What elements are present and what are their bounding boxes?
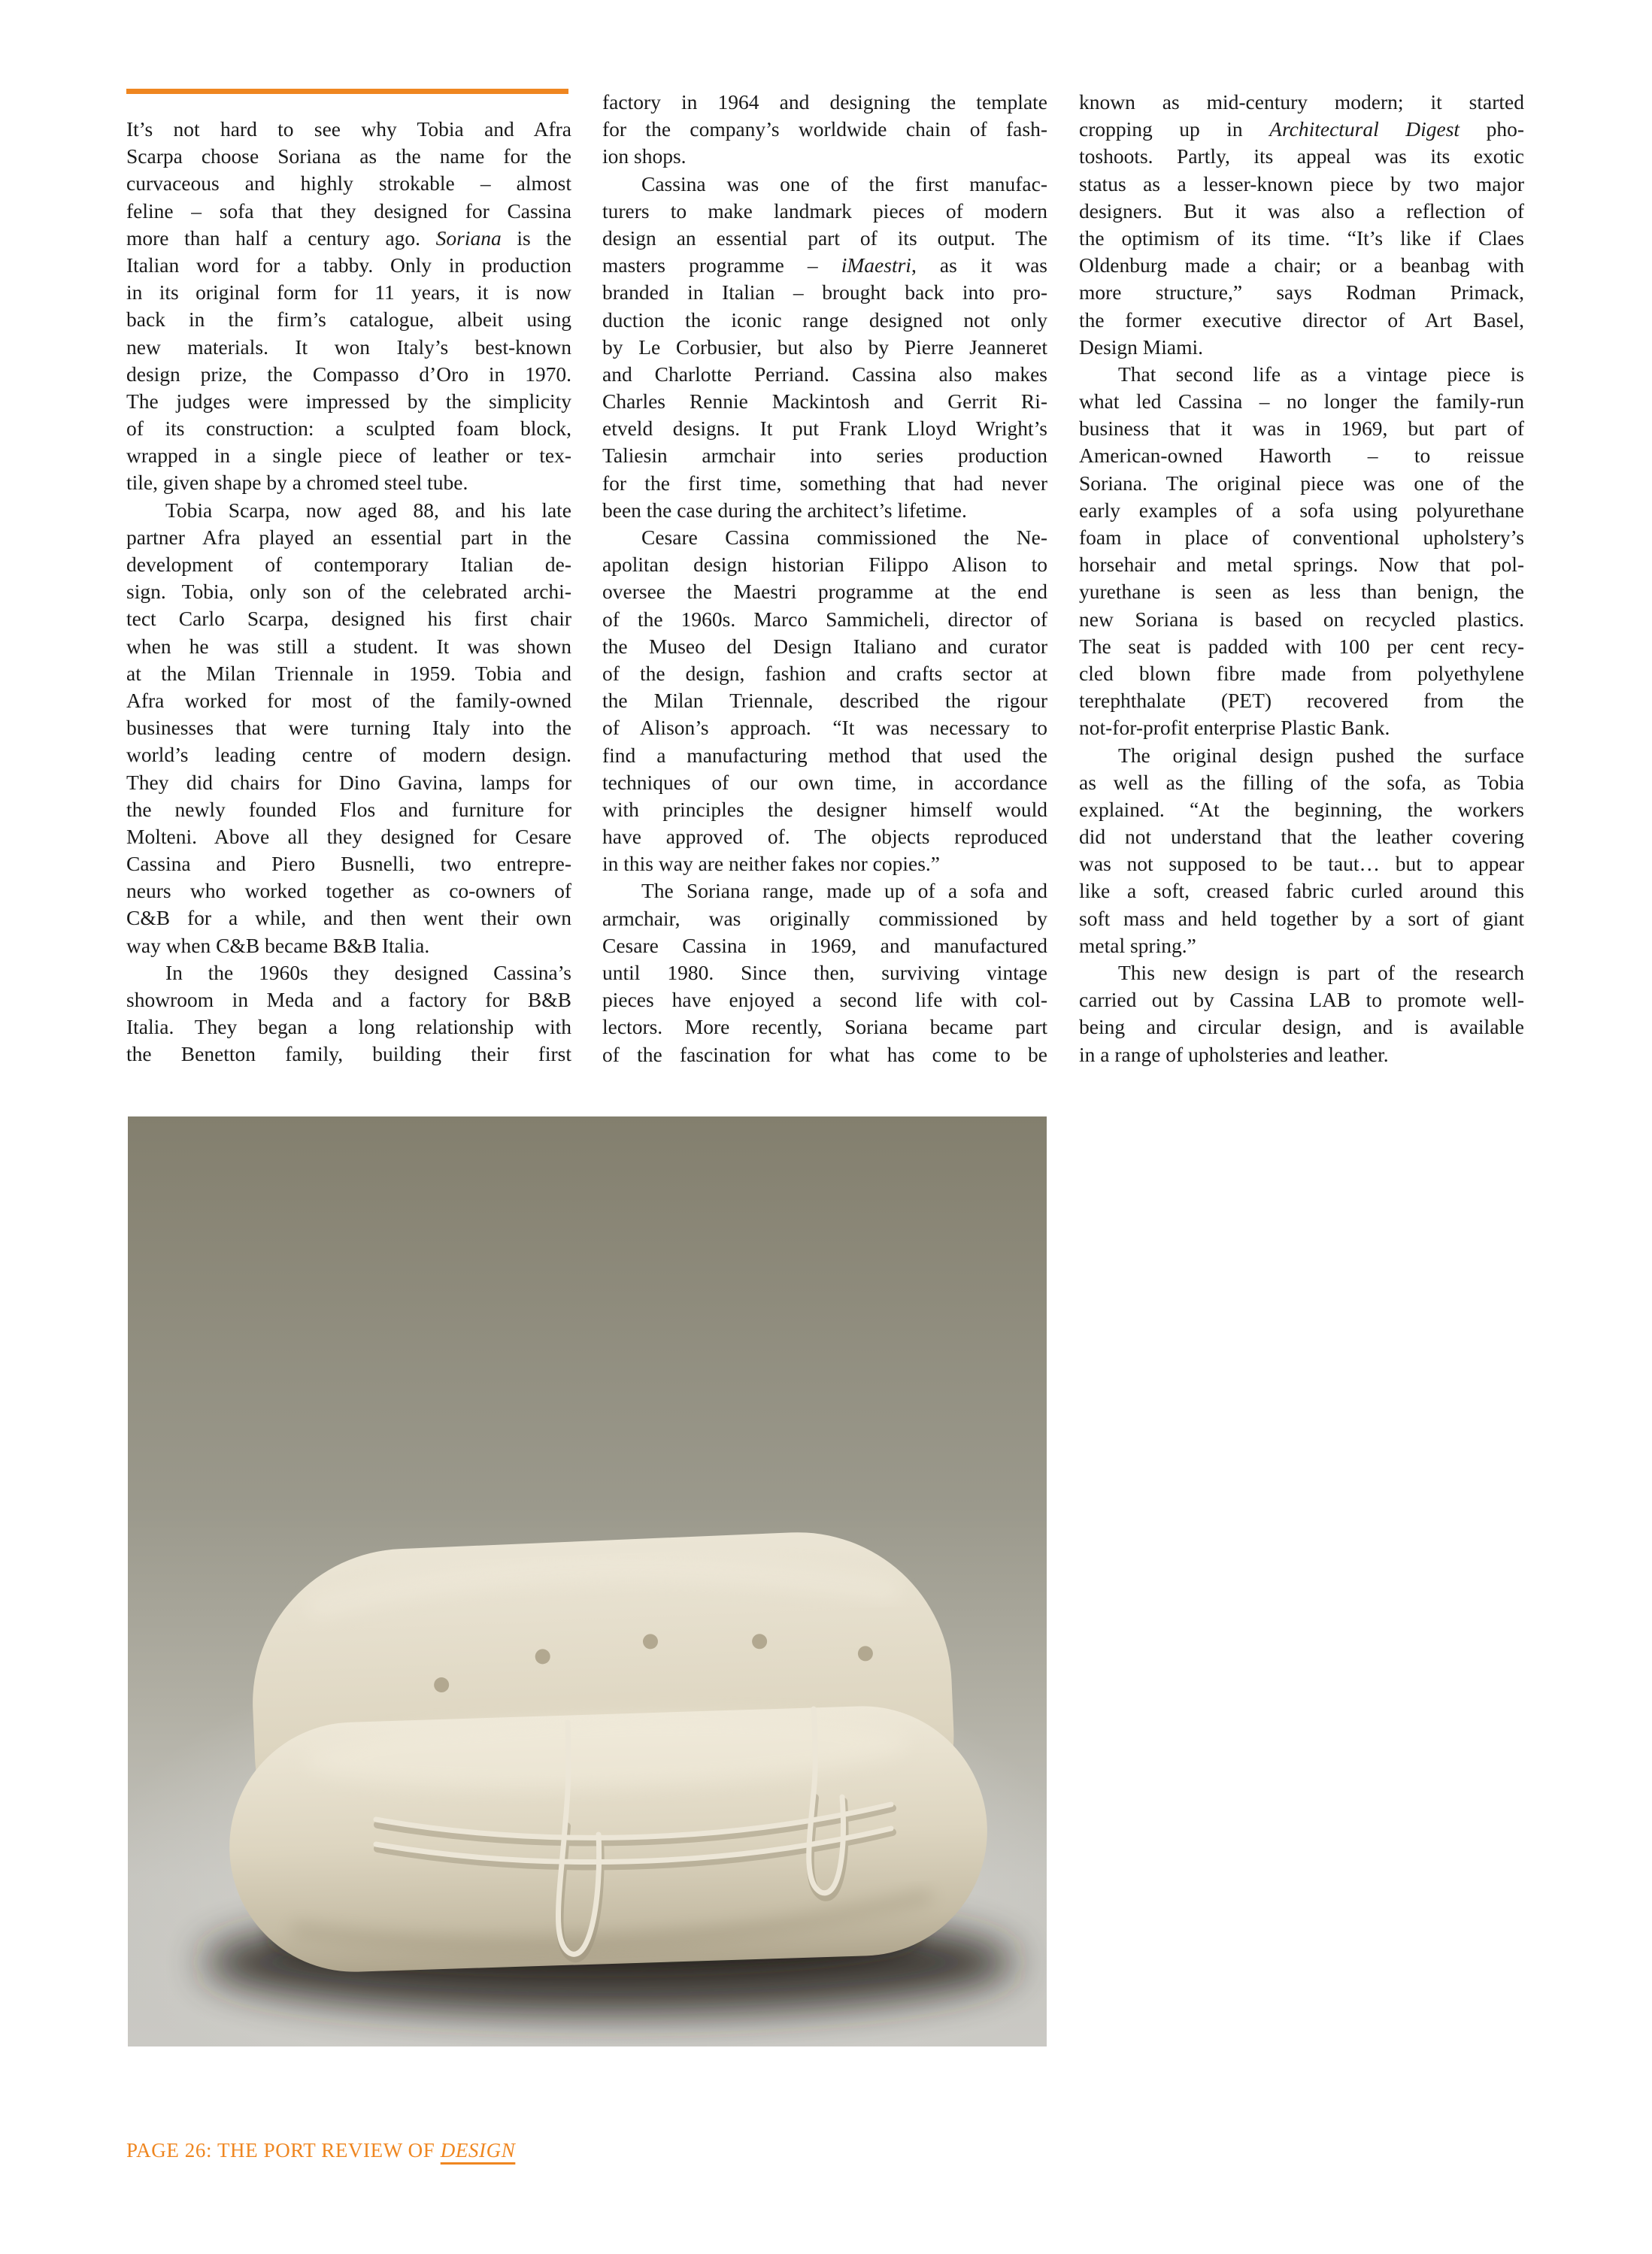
body-text: foam in place of conventional upholstery’s	[1079, 526, 1524, 549]
body-text: tile, given shape by a chromed steel tube.	[126, 471, 468, 495]
body-text: feline – sofa that they designed for Cassina	[126, 198, 571, 223]
body-text: lectors. More recently, Soriana became part	[602, 1015, 1047, 1039]
article-column-2	[602, 89, 1047, 1068]
article-line	[1079, 388, 1524, 415]
article-line	[602, 198, 1047, 225]
article-line	[126, 1013, 571, 1041]
article-line	[126, 442, 571, 469]
body-text: in this way are neither fakes nor copies.”	[602, 852, 940, 876]
article-line	[126, 198, 571, 225]
body-text: new Soriana is based on recycled plastics.	[1079, 607, 1524, 631]
body-text: the former executive director of Art Basel,	[1079, 308, 1524, 332]
body-text: the newly founded Flos and furniture for	[126, 797, 571, 821]
article-line	[126, 143, 571, 170]
article-line	[1079, 633, 1524, 660]
body-text: as well as the filling of the sofa, as Tobia	[1079, 770, 1524, 794]
body-text: etveld designs. It put Frank Lloyd Wright’s	[602, 417, 1047, 441]
article-line	[602, 986, 1047, 1013]
article-line	[602, 361, 1047, 388]
body-text: showroom in Meda and a factory for B&B	[126, 988, 571, 1011]
article-line	[126, 877, 571, 904]
body-text: of the design, fashion and crafts sector at	[602, 661, 1047, 685]
body-text: back in the firm’s catalogue, albeit using	[126, 308, 571, 332]
body-text: masters programme –	[602, 253, 841, 277]
body-text: , as it was	[911, 253, 1047, 277]
body-text: new materials. It won Italy’s best-known	[126, 335, 571, 359]
body-text: It’s not hard to see why Tobia and Afra	[126, 117, 571, 141]
body-text: Tobia Scarpa, now aged 88, and his late	[165, 498, 571, 522]
body-text: Italian word for a tabby. Only in production	[126, 253, 571, 277]
body-text: C&B for a while, and then went their own	[126, 906, 571, 930]
article-line	[126, 469, 571, 496]
body-text: factory in 1964 and designing the template	[602, 90, 1047, 114]
article-line	[602, 143, 1047, 170]
article-line	[1079, 279, 1524, 306]
article-line	[1079, 524, 1524, 551]
body-text: oversee the Maestri programme at the end	[602, 580, 1047, 604]
body-text: The seat is padded with 100 per cent recy-	[1079, 634, 1524, 658]
article-line	[602, 633, 1047, 660]
article-line	[602, 714, 1047, 741]
article-line	[602, 225, 1047, 252]
article-line	[602, 1013, 1047, 1041]
body-text: cropping up in	[1079, 117, 1270, 141]
article-line	[602, 171, 1047, 198]
body-text: at the Milan Triennale in 1959. Tobia and	[126, 661, 571, 685]
body-text: by Le Corbusier, but also by Pierre Jeanneret	[602, 335, 1047, 359]
body-text: what led Cassina – no longer the family-run	[1079, 389, 1524, 414]
body-text: explained. “At the beginning, the workers	[1079, 797, 1524, 821]
body-text: Soriana. The original piece was one of the	[1079, 471, 1524, 495]
body-text: The judges were impressed by the simplicity	[126, 389, 571, 413]
article-line	[126, 334, 571, 361]
article-line	[602, 742, 1047, 769]
body-text: Cassina and Piero Busnelli, two entrepre-	[126, 852, 571, 876]
article-line	[1079, 225, 1524, 252]
article-line	[602, 551, 1047, 578]
article-line	[602, 687, 1047, 714]
article-line	[1079, 905, 1524, 932]
body-text: Molteni. Above all they designed for Cesare	[126, 824, 571, 848]
article-line	[1079, 116, 1524, 143]
article-line	[126, 306, 571, 333]
body-text: of the 1960s. Marco Sammicheli, director of	[602, 607, 1047, 631]
article-line	[1079, 1041, 1524, 1068]
article-line	[1079, 986, 1524, 1013]
article-line	[1079, 334, 1524, 361]
body-text: Cassina was one of the first manufac-	[641, 171, 1047, 195]
cord-left-vertical	[565, 1722, 568, 1822]
body-text: branded in Italian – brought back into pro-	[602, 280, 1047, 304]
body-text: carried out by Cassina LAB to promote well-	[1079, 988, 1524, 1012]
body-text: being and circular design, and is available	[1079, 1015, 1524, 1039]
article-line	[126, 605, 571, 632]
article-line	[602, 279, 1047, 306]
body-text: In the 1960s they designed Cassina’s	[165, 960, 571, 984]
body-text: curvaceous and highly strokable – almost	[126, 171, 571, 195]
article-line	[1079, 89, 1524, 116]
article-line	[602, 252, 1047, 279]
article-line	[602, 334, 1047, 361]
cord-right-vertical	[814, 1709, 815, 1793]
body-text: in a range of upholsteries and leather.	[1079, 1042, 1389, 1066]
article-line	[126, 116, 571, 143]
body-text: wrapped in a single piece of leather or tex-	[126, 444, 571, 468]
body-text: been the case during the architect’s lifetime.	[602, 498, 967, 522]
body-text: design prize, the Compasso d’Oro in 1970.	[126, 362, 571, 386]
article-line	[1079, 660, 1524, 687]
body-text: toshoots. Partly, its appeal was its exotic	[1079, 144, 1524, 168]
article-line	[126, 932, 571, 959]
section-rule	[126, 89, 568, 94]
article-line	[1079, 1013, 1524, 1041]
body-text: metal spring.”	[1079, 933, 1196, 957]
body-text: Design Miami.	[1079, 335, 1203, 359]
body-text: sign. Tobia, only son of the celebrated archi-	[126, 580, 571, 604]
article-line	[126, 741, 571, 768]
body-text: not-for-profit enterprise Plastic Bank.	[1079, 716, 1390, 740]
article-line	[1079, 361, 1524, 388]
body-text: apolitan design historian Filippo Alison to	[602, 553, 1047, 577]
body-text: Cesare Cassina commissioned the Ne-	[641, 526, 1047, 549]
article-line	[1079, 171, 1524, 198]
body-text: cled blown fibre made from polyethylene	[1079, 661, 1524, 685]
article-line	[1079, 470, 1524, 497]
article-line	[602, 497, 1047, 524]
body-text: partner Afra played an essential part in the	[126, 525, 571, 549]
article-line	[1079, 198, 1524, 225]
body-text: The Soriana range, made up of a sofa and	[641, 879, 1047, 903]
article-line	[602, 524, 1047, 551]
article-line	[1079, 796, 1524, 823]
body-text: with principles the designer himself would	[602, 797, 1047, 821]
article-line	[126, 361, 571, 388]
article-line	[1079, 959, 1524, 986]
article-line	[1079, 551, 1524, 578]
article-line	[1079, 606, 1524, 633]
article-line	[602, 307, 1047, 334]
article-line	[1079, 769, 1524, 796]
body-text: pieces have enjoyed a second life with col-	[602, 988, 1047, 1012]
body-text: more structure,” says Rodman Primack,	[1079, 280, 1524, 304]
article-line	[126, 524, 571, 551]
body-text: of its construction: a sculpted foam block,	[126, 417, 571, 441]
article-line	[126, 415, 571, 442]
article-line	[126, 959, 571, 986]
body-text: Scarpa choose Soriana as the name for the	[126, 144, 571, 168]
article-line	[126, 769, 571, 796]
body-text: have approved of. The objects reproduced	[602, 825, 1047, 849]
body-text: Cesare Cassina in 1969, and manufactured	[602, 933, 1047, 957]
body-text: the Museo del Design Italiano and curator	[602, 634, 1047, 658]
article-line	[602, 905, 1047, 932]
article-line	[602, 578, 1047, 605]
article-line	[1079, 687, 1524, 714]
article-line	[602, 796, 1047, 823]
article-line	[1079, 497, 1524, 524]
body-text: did not understand that the leather covering	[1079, 825, 1524, 849]
article-line	[1079, 850, 1524, 877]
body-text: the optimism of its time. “It’s like if Claes	[1079, 226, 1524, 250]
article-line	[602, 932, 1047, 959]
body-text: turers to make landmark pieces of modern	[602, 198, 1047, 223]
article-line	[126, 170, 571, 197]
body-text: terephthalate (PET) recovered from the	[1079, 689, 1524, 713]
article-line	[602, 470, 1047, 497]
article-line	[602, 959, 1047, 986]
body-text: Oldenburg made a chair; or a beanbag with	[1079, 253, 1524, 277]
article-line	[126, 279, 571, 306]
body-text: yurethane is seen as less than benign, the	[1079, 580, 1524, 604]
body-text: development of contemporary Italian de-	[126, 553, 571, 576]
body-text: The original design pushed the surface	[1118, 743, 1524, 767]
body-text: when he was still a student. It was shown	[126, 634, 571, 658]
article-line	[602, 769, 1047, 796]
article-line	[602, 442, 1047, 469]
body-text: early examples of a sofa using polyurethane	[1079, 498, 1524, 522]
body-text: known as mid-century modern; it started	[1079, 90, 1524, 114]
body-text: like a soft, creased fabric curled around this	[1079, 879, 1524, 903]
footer-magazine-link[interactable]: DESIGN	[440, 2139, 516, 2162]
article-line	[602, 89, 1047, 116]
article-line	[602, 116, 1047, 143]
article-line	[602, 823, 1047, 850]
article-line	[126, 225, 571, 252]
article-line	[602, 388, 1047, 415]
body-text: Afra worked for most of the family-owned	[126, 688, 571, 712]
article-line	[126, 714, 571, 741]
body-text: of the fascination for what has come to be	[602, 1042, 1047, 1066]
article-line	[126, 660, 571, 687]
body-text: horsehair and metal springs. Now that pol-	[1079, 553, 1524, 577]
body-text: way when C&B became B&B Italia.	[126, 933, 430, 957]
body-text: That second life as a vintage piece is	[1118, 362, 1524, 386]
article-line	[126, 633, 571, 660]
article-line	[1079, 252, 1524, 279]
italic-text: Architectural Digest	[1269, 117, 1460, 141]
article-column-1	[126, 116, 571, 1068]
article-line	[1079, 143, 1524, 170]
article-line	[1079, 578, 1524, 605]
body-text: of Alison’s approach. “It was necessary to	[602, 716, 1047, 740]
article-line	[1079, 714, 1524, 741]
article-line	[1079, 415, 1524, 442]
body-text: neurs who worked together as co-owners of	[126, 879, 571, 903]
article-line	[602, 1041, 1047, 1068]
body-text: and Charlotte Perriand. Cassina also makes	[602, 362, 1047, 386]
soriana-sofa-photo	[128, 1116, 1047, 2046]
article-line	[126, 578, 571, 605]
body-text: is the	[501, 226, 571, 250]
article-line	[126, 687, 571, 714]
article-line	[1079, 877, 1524, 904]
italic-text: Soriana	[435, 226, 502, 250]
page-footer	[126, 2139, 515, 2162]
body-text: duction the iconic range designed not only	[602, 308, 1047, 332]
body-text: in its original form for 11 years, it is now	[126, 280, 571, 304]
article-column-3	[1079, 89, 1524, 1068]
article-line	[126, 796, 571, 823]
article-line	[126, 904, 571, 932]
body-text: businesses that were turning Italy into the	[126, 716, 571, 740]
article-line	[1079, 442, 1524, 469]
article-line	[1079, 823, 1524, 850]
article-line	[126, 1041, 571, 1068]
sofa-illustration	[128, 1116, 1047, 2046]
body-text: the Benetton family, building their first	[126, 1042, 571, 1066]
body-text: This new design is part of the research	[1118, 961, 1524, 984]
article-line	[602, 660, 1047, 687]
article-line	[126, 823, 571, 850]
body-text: business that it was in 1969, but part of	[1079, 417, 1524, 441]
body-text: world’s leading centre of modern design.	[126, 743, 571, 767]
article-line	[126, 551, 571, 578]
body-text: ion shops.	[602, 144, 687, 168]
article-line	[602, 850, 1047, 877]
body-text: the Milan Triennale, described the rigour	[602, 689, 1047, 713]
body-text: was not supposed to be taut… but to appear	[1079, 852, 1524, 876]
body-text: Italia. They began a long relationship with	[126, 1015, 571, 1039]
article-line	[126, 850, 571, 877]
article-line	[602, 606, 1047, 633]
body-text: tect Carlo Scarpa, designed his first chair	[126, 607, 571, 631]
body-text: find a manufacturing method that used the	[602, 743, 1047, 767]
article-line	[602, 415, 1047, 442]
body-text: Charles Rennie Mackintosh and Gerrit Ri-	[602, 389, 1047, 414]
body-text: for the first time, something that had never	[602, 471, 1047, 495]
body-text: more than half a century ago.	[126, 226, 436, 250]
italic-text: iMaestri	[841, 253, 911, 277]
article-line	[1079, 742, 1524, 769]
footer-text: PAGE 26: THE PORT REVIEW OF	[126, 2139, 441, 2162]
sofa	[203, 1526, 1015, 2015]
article-line	[602, 877, 1047, 904]
body-text: until 1980. Since then, surviving vintage	[602, 961, 1047, 984]
article-line	[1079, 307, 1524, 334]
body-text: Taliesin armchair into series production	[602, 444, 1047, 468]
body-text: American-owned Haworth – to reissue	[1079, 444, 1524, 468]
article-line	[126, 986, 571, 1013]
body-text: pho-	[1460, 117, 1524, 141]
article-line	[126, 388, 571, 415]
article-line	[1079, 932, 1524, 959]
body-text: designers. But it was also a reflection of	[1079, 198, 1524, 223]
body-text: status as a lesser-known piece by two major	[1079, 171, 1524, 195]
body-text: armchair, was originally commissioned by	[602, 906, 1047, 930]
body-text: They did chairs for Dino Gavina, lamps for	[126, 770, 571, 794]
article-line	[126, 497, 571, 524]
body-text: for the company’s worldwide chain of fash-	[602, 117, 1047, 141]
article-line	[126, 252, 571, 279]
body-text: techniques of our own time, in accordance	[602, 770, 1047, 794]
body-text: design an essential part of its output. The	[602, 226, 1047, 250]
body-text: soft mass and held together by a sort of giant	[1079, 906, 1524, 930]
